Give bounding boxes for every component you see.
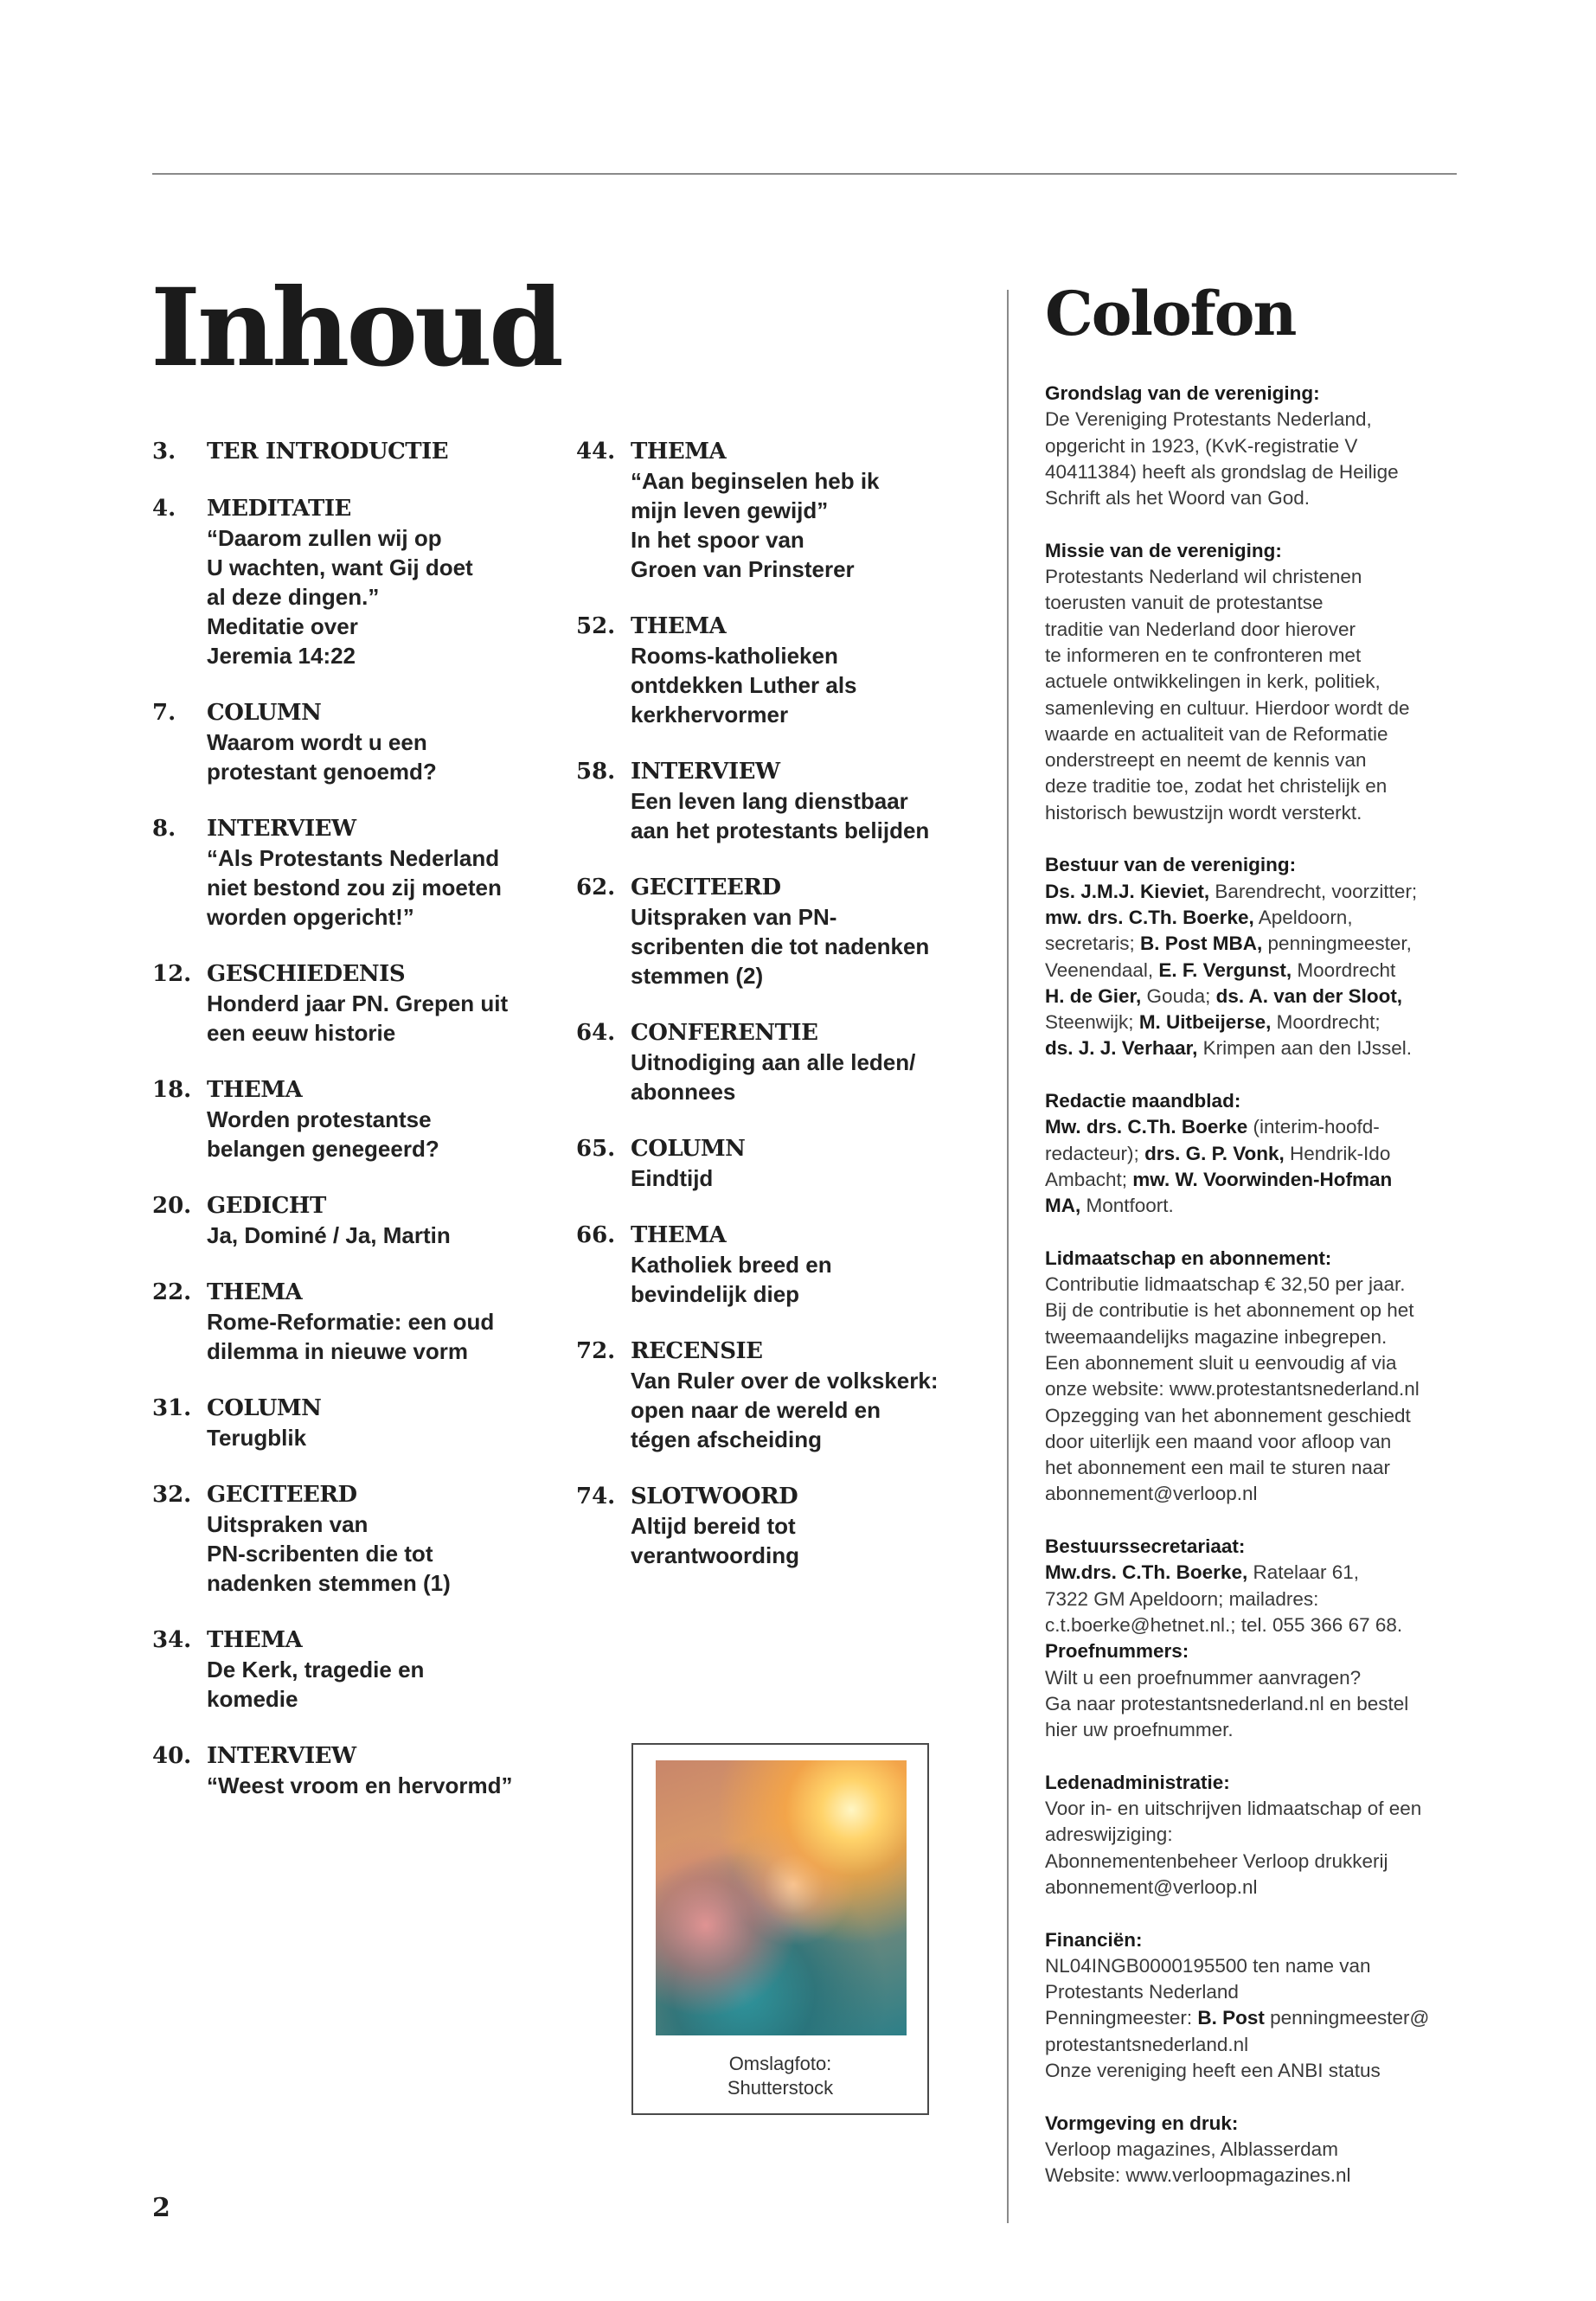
toc-category: THEMA [207,1627,303,1653]
toc-page-number: 7. [152,700,176,726]
colofon-financien: Financiën: NL04INGB0000195500 ten name van Protestants Nederland Penningmeester: B. Post penningmeester@ protestantsnederland.nl Onze vereniging heeft een ANBI status [1045,1928,1430,2081]
toc-article-title: “Aan beginselen heb ik mijn leven gewijd” In het spoor van Groen van Prinsterer [631,468,880,582]
toc-page-number: 31. [152,1395,192,1421]
colofon-redactie: Redactie maandblad: Mw. drs. C.Th. Boerke (interim-hoofd- redacteur); drs. G. P. Vonk, Hendrik-Ido Ambacht; mw. W. Voorwinden-Hofman MA, Montfoort. [1045,1090,1393,1217]
toc-page-number: 4. [152,496,176,522]
toc-article-title: Uitspraken van PN-scribenten die tot nadenken stemmen (1) [207,1511,451,1596]
toc-page-number: 74. [576,1484,616,1509]
colofon-ledenadministratie: Ledenadministratie: Voor in- en uitschrijven lidmaatschap of een adreswijziging: Abonnementenbeheer Verloop drukkerij abonnement@verloop.nl [1045,1771,1422,1898]
colofon-title: Colofon [1045,278,1296,349]
toc-article-title: Waarom wordt u een protestant genoemd? [207,729,437,785]
toc-page-number: 18. [152,1077,192,1103]
toc-article-title: Een leven lang dienstbaar aan het protestants belijden [631,788,930,843]
toc-category: THEMA [207,1279,303,1305]
toc-page-number: 66. [576,1222,616,1248]
toc-page-number: 64. [576,1020,616,1046]
toc-category: THEMA [631,613,727,639]
colofon-lidmaatschap: Lidmaatschap en abonnement: Contributie lidmaatschap € 32,50 per jaar. Bij de contributie is het abonnement op het tweemaandelijks magazine inbegrepen. Een abonnement sluit u eenvoudig af via onze website: www.protestantsnederland.nl Opzegging van het abonnement geschiedt door uiterlijk een maand voor afloop van het abonnement een mail te sturen naar abonnement@verloop.nl [1045,1247,1420,1505]
colofon-grondslag: Grondslag van de vereniging: De Vereniging Protestants Nederland, opgericht in 1923, (KvK-registratie V 40411384) heeft als grondslag de Heilige Schrift als het Woord van God. [1045,382,1399,510]
toc-category: GESCHIEDENIS [207,961,406,987]
toc-page-number: 65. [576,1136,616,1162]
toc-page-number: 12. [152,961,192,987]
toc-page-number: 58. [576,759,616,785]
toc-category: COLUMN [207,700,322,726]
toc-page-number: 34. [152,1627,192,1653]
toc-category: THEMA [631,1222,727,1248]
colofon-secretariaat: Bestuurssecretariaat: Mw.drs. C.Th. Boerke, Ratelaar 61, 7322 GM Apeldoorn; mailadres: c.t.boerke@hetnet.nl.; tel. 055 366 67 68. [1045,1535,1403,1636]
cover-photo [656,1760,907,2035]
toc-category: GECITEERD [631,875,781,901]
toc-page-number: 3. [152,439,176,465]
colofon-missie: Missie van de vereniging: Protestants Nederland wil christenen toerusten vanuit de protestantse traditie van Nederland door hierover te informeren en te confronteren met actuele ontwikkelingen in kerk, politiek, samenleving en cultuur. Hierdoor wordt de waarde en actualiteit van de Reformatie onderstreept en neemt de kennis van deze traditie toe, zodat het christelijk en historisch bewustzijn wordt versterkt. [1045,539,1410,824]
colofon-bestuur: Bestuur van de vereniging: Ds. J.M.J. Kieviet, Barendrecht, voorzitter; mw. drs. C.Th. Boerke, Apeldoorn, secretaris; B. Post MBA, penningmeester, Veenendaal, E. F. Vergunst, Moordrecht H. de Gier, Gouda; ds. A. van der Sloot, Steenwijk; M. Uitbeijerse, Moordrecht; ds. J. J. Verhaar, Krimpen aan den IJssel. [1045,854,1418,1060]
column-divider [1007,290,1009,2223]
page-number: 2 [152,2193,170,2223]
toc-article-title: Uitnodiging aan alle leden/ abonnees [631,1049,916,1105]
inhoud-title: Inhoud [151,266,561,391]
toc-article-title: Honderd jaar PN. Grepen uit een eeuw historie [207,990,509,1046]
toc-category: CONFERENTIE [631,1020,818,1046]
toc-category: GEDICHT [207,1193,326,1219]
toc-page-number: 40. [152,1743,192,1769]
toc-page-number: 72. [576,1338,616,1364]
toc-article-title: Uitspraken van PN- scribenten die tot nadenken stemmen (2) [631,904,930,989]
toc-category: INTERVIEW [207,1743,356,1769]
top-rule [152,173,1457,175]
toc-page-number: 32. [152,1482,192,1508]
toc-article-title: “Als Protestants Nederland niet bestond zou zij moeten worden opgericht!” [207,845,502,930]
toc-article-title: “Weest vroom en hervormd” [207,1772,513,1798]
toc-page-number: 62. [576,875,616,901]
colofon-body [1045,381,1457,2189]
toc-category: INTERVIEW [207,816,356,842]
colofon-proefnummers: Proefnummers: Wilt u een proefnummer aanvragen? Ga naar protestantsnederland.nl en bestel hier uw proefnummer. [1045,1640,1409,1741]
toc-category: COLUMN [631,1136,746,1162]
toc-article-title: Rooms-katholieken ontdekken Luther als kerkhervormer [631,643,857,727]
cover-photo-frame [631,1743,929,2115]
toc-page-number: 8. [152,816,176,842]
toc-category: THEMA [631,439,727,465]
toc-category: MEDITATIE [207,496,351,522]
toc-article-title: Van Ruler over de volkskerk: open naar de wereld en tégen afscheiding [631,1368,939,1452]
toc-article-title: Terugblik [207,1425,307,1451]
toc-article-title: Eindtijd [631,1165,714,1191]
toc-page-number: 52. [576,613,616,639]
toc-article-title: Katholiek breed en bevindelijk diep [631,1252,832,1307]
toc-article-title: Rome-Reformatie: een oud dilemma in nieuwe vorm [207,1309,495,1364]
colofon-vormgeving: Vormgeving en druk: Verloop magazines, Alblasserdam Website: www.verloopmagazines.nl [1045,2112,1351,2187]
toc-category: INTERVIEW [631,759,780,785]
toc-page-number: 44. [576,439,616,465]
toc-article-title: De Kerk, tragedie en komedie [207,1657,425,1712]
toc-article-title: Altijd bereid tot verantwoording [631,1513,800,1568]
toc-category: GECITEERD [207,1482,357,1508]
toc-category: COLUMN [207,1395,322,1421]
toc-article-title: “Daarom zullen wij op U wachten, want Gij doet al deze dingen.” Meditatie over Jeremia 14:22 [207,525,473,669]
toc-page-number: 22. [152,1279,192,1305]
toc-page-number: 20. [152,1193,192,1219]
toc-article-title: Ja, Dominé / Ja, Martin [207,1222,451,1248]
photo-caption: Omslagfoto: Shutterstock [727,2053,834,2099]
toc-category: RECENSIE [631,1338,763,1364]
toc-category: SLOTWOORD [631,1484,798,1509]
toc-category: TER INTRODUCTIE [207,439,449,465]
toc-category: THEMA [207,1077,303,1103]
toc-article-title: Worden protestantse belangen genegeerd? [207,1106,439,1162]
